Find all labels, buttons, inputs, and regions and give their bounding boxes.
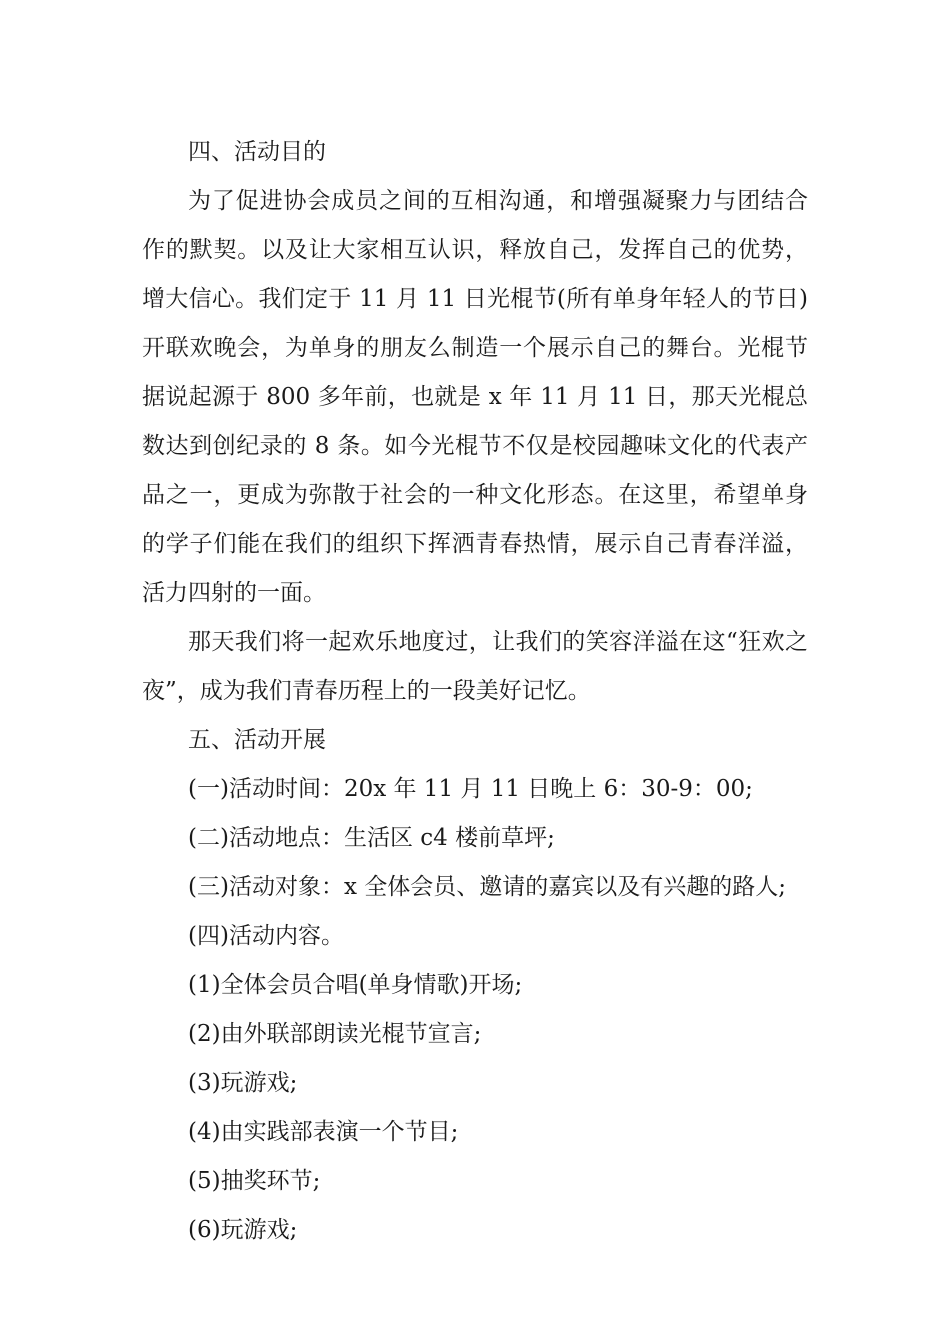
section-heading-activities: 五、活动开展 <box>188 727 326 753</box>
list-item-declaration: (2)由外联部朗读光棍节宣言; <box>188 1021 482 1047</box>
list-item-performance: (4)由实践部表演一个节目; <box>188 1119 459 1145</box>
section-heading-objectives: 四、活动目的 <box>188 139 326 165</box>
list-item-content: (四)活动内容。 <box>188 923 344 949</box>
paragraph-memory: 那天我们将一起欢乐地度过，让我们的笑容洋溢在这“狂欢之夜”，成为我们青春历程上的一段美好记忆。 <box>142 629 808 704</box>
list-item-time: (一)活动时间：20x 年 11 月 11 日晚上 6：30-9：00; <box>188 776 753 802</box>
list-item-lottery: (5)抽奖环节; <box>188 1168 321 1194</box>
document-body <box>142 128 808 1255</box>
paragraph-objectives: 为了促进协会成员之间的互相沟通，和增强凝聚力与团结合作的默契。以及让大家相互认识，释放自己，发挥自己的优势，增大信心。我们定于 11 月 11 日光棍节(所有单身年轻人的节日)开联欢晚会，为单身的朋友么制造一个展示自己的舞台。光棍节据说起源于 800 多年前，也就是 x 年 11 月 11 日，那天光棍总数达到创纪录的 8 条。如今光棍节不仅是校园趣味文化的代表产品之一，更成为弥散于社会的一种文化形态。在这里，希望单身的学子们能在我们的组织下挥洒青春热情，展示自己青春洋溢，活力四射的一面。 <box>142 188 808 606</box>
list-item-game-2: (6)玩游戏; <box>188 1217 298 1243</box>
list-item-audience: (三)活动对象：x 全体会员、邀请的嘉宾以及有兴趣的路人; <box>188 874 786 900</box>
list-item-opening: (1)全体会员合唱(单身情歌)开场; <box>188 972 523 998</box>
list-item-location: (二)活动地点：生活区 c4 楼前草坪; <box>188 825 555 851</box>
list-item-game-1: (3)玩游戏; <box>188 1070 298 1096</box>
